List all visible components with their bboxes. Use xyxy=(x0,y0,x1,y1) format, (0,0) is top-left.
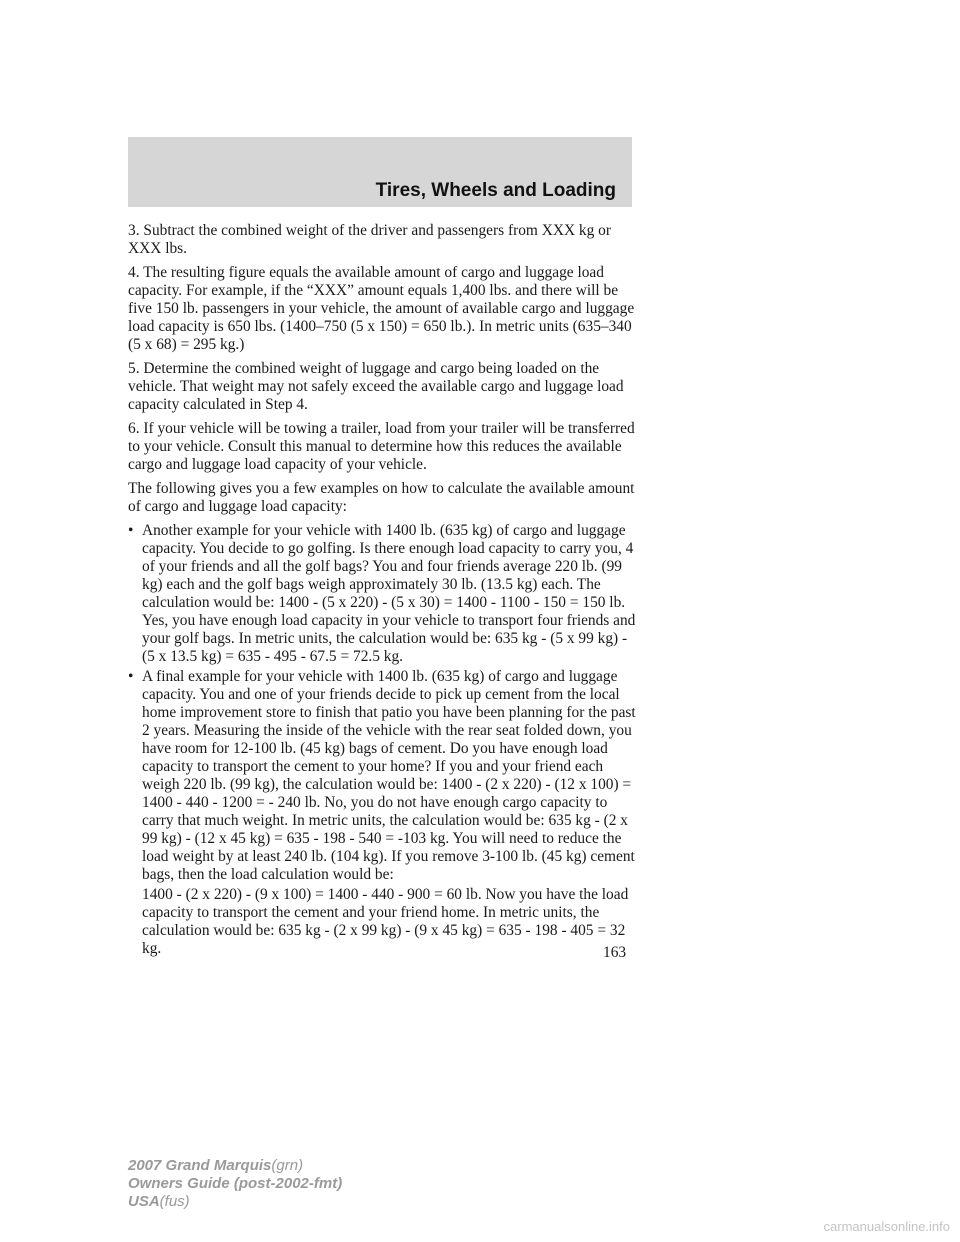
section-header xyxy=(128,137,632,207)
footer-line-market xyxy=(128,1193,342,1211)
footer-line-model xyxy=(128,1157,342,1175)
golf-example-text: Another example for your vehicle with 1400 lb. (635 kg) of cargo and luggage capacity. You decide to go golfing. Is there enough load capacity to carry you, 4 of your friends and all the golf bags? You and four friends average 220 lb. (99 kg) each and the golf bags weigh approximately 30 lb. (13.5 kg) each. The calculation would be: 1400 - (5 x 220) - (5 x 30) = 1400 - 1100 - 150 = 150 lb. Yes, you have enough load capacity in your vehicle to transport four friends and your golf bags. In metric units, the calculation would be: 635 kg - (5 x 99 kg) - (5 x 13.5 kg) = 635 - 495 - 67.5 = 72.5 kg. xyxy=(142,522,636,665)
cement-example-continuation: 1400 - (2 x 220) - (9 x 100) = 1400 - 440 - 900 = 60 lb. Now you have the load capacity to transport the cement and your friend home. In metric units, the calculation would be: 635 kg - (2 x 99 kg) - (9 x 45 kg) = 635 - 198 - 405 = 32 kg. xyxy=(142,886,629,957)
step-4: 4. The resulting figure equals the available amount of cargo and luggage load capacity. For example, if the “XXX” amount equals 1,400 lbs. and there will be five 150 lb. passengers in your vehicle, the amount of available cargo and luggage load capacity is 650 lbs. (1400–750 (5 x 150) = 650 lb.). In metric units (635–340 (5 x 68) = 295 kg.) xyxy=(128,264,635,353)
footer-model-code: (grn) xyxy=(271,1157,304,1174)
page-number: 163 xyxy=(603,944,627,961)
step-5: 5. Determine the combined weight of luggage and cargo being loaded on the vehicle. That weight may not safely exceed the available cargo and luggage load capacity calculated in Step 4. xyxy=(128,360,624,413)
document-footer xyxy=(128,1157,342,1211)
bullet-icon: • xyxy=(128,522,134,539)
footer-market: USA xyxy=(128,1193,160,1210)
list-item xyxy=(128,522,636,666)
footer-model: 2007 Grand Marquis xyxy=(128,1157,272,1174)
footer-line-guide xyxy=(128,1175,342,1193)
step-6: 6. If your vehicle will be towing a trailer, load from your trailer will be transferred to your vehicle. Consult this manual to determine how this reduces the available cargo and luggage load capacity of your vehicle. xyxy=(128,420,635,473)
bullet-icon: • xyxy=(128,668,134,685)
site-watermark: carmanualsonline.info xyxy=(823,1219,950,1234)
cement-example-text: A final example for your vehicle with 1400 lb. (635 kg) of cargo and luggage capacity. You and one of your friends decide to pick up cement from the local home improvement store to finish that patio you have been planning for the past 2 years. Measuring the inside of the vehicle with the rear seat folded down, you have room for 12-100 lb. (45 kg) bags of cement. Do you have enough load capacity to transport the cement to your home? If you and your friend each weigh 220 lb. (99 kg), the calculation would be: 1400 - (2 x 220) - (12 x 100) = 1400 - 440 - 1200 = - 240 lb. No, you do not have enough cargo capacity to carry that much weight. In metric units, the calculation would be: 635 kg - (2 x 99 kg) - (12 x 45 kg) = 635 - 198 - 540 = -103 kg. You will need to reduce the load weight by at least 240 lb. (104 kg). If you remove 3-100 lb. (45 kg) cement bags, then the load calculation would be: xyxy=(142,668,636,883)
footer-guide: Owners Guide (post-2002-fmt) xyxy=(128,1175,343,1192)
list-item xyxy=(128,668,636,884)
section-title: Tires, Wheels and Loading xyxy=(375,180,616,201)
examples-list xyxy=(128,522,636,884)
page-content xyxy=(128,222,636,964)
examples-intro: The following gives you a few examples on how to calculate the available amount of cargo and luggage load capacity: xyxy=(128,480,635,515)
step-3: 3. Subtract the combined weight of the driver and passengers from XXX kg or XXX lbs. xyxy=(128,222,611,257)
footer-market-code: (fus) xyxy=(159,1193,190,1210)
